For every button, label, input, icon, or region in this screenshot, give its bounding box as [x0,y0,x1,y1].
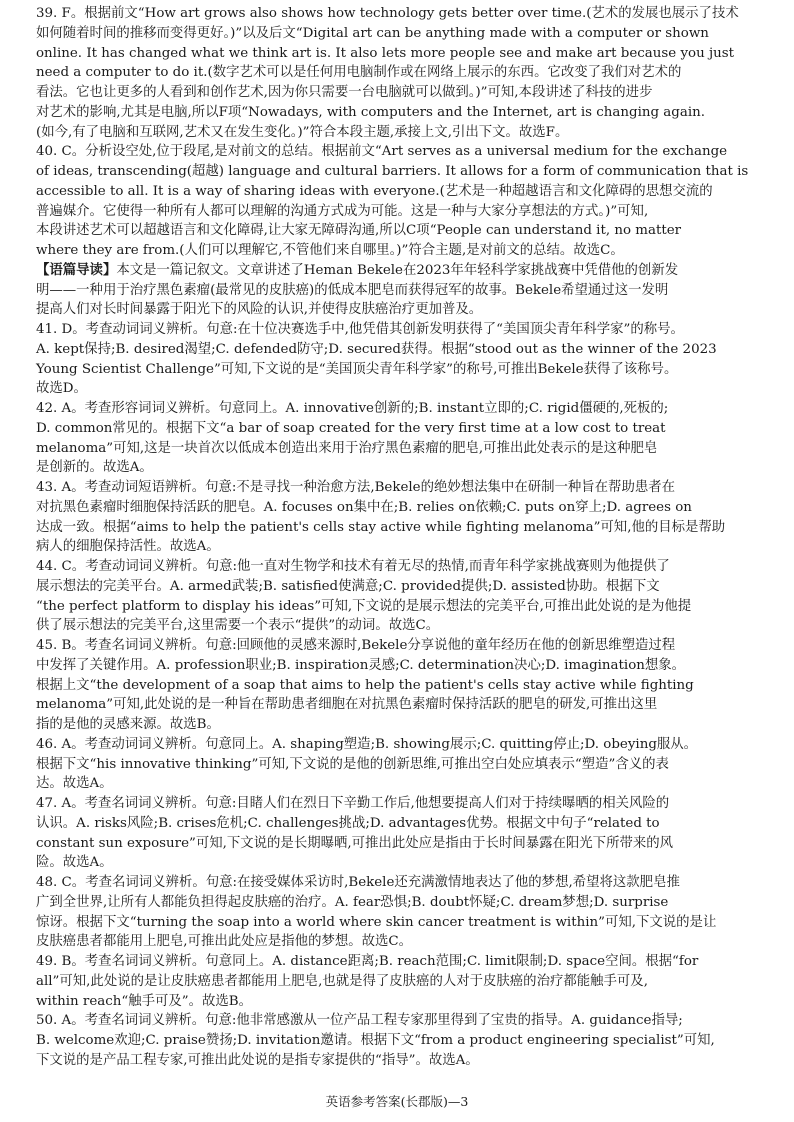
text-line: 50. A。考查名词词义辨析。句意:他非常感激从一位产品工程专家那里得到了宝贵的指导。A. guidance指导; [36,1013,683,1029]
text-line: 达。故选A。 [36,776,113,792]
answer-explanations [36,4,774,1071]
answer-paragraph [36,794,774,873]
text-line: of ideas, transcending(超越) language and cultural barriers. It allows for a form of communication that is [36,164,749,179]
answer-paragraph [36,399,774,478]
text-line: 普遍媒介。它使得一种所有人都可以理解的沟通方式成为可能。这是一种与大家分享想法的方式。)”可知, [36,203,649,219]
text-line: 如何随着时间的推移而变得更好。)”以及后文“Digital art can be anything made with a computer or shown [36,25,709,41]
text-line: constant sun exposure”可知,下文说的是长期曝晒,可推出此处应是指由于长时间暴露在阳光下所带来的风 [36,835,674,851]
answer-paragraph [36,735,774,794]
text-line: 展示想法的完美平台。A. armed武装;B. satisfied使满意;C. provided提供;D. assisted协助。根据下文 [36,578,660,594]
text-line: 49. B。考查名词词义辨析。句意同上。A. distance距离;B. reach范围;C. limit限制;D. space空间。根据“for [36,954,699,969]
answer-paragraph [36,952,774,1011]
text-line: D. common常见的。根据下文“a bar of soap created for the very first time at a low cost to treat [36,420,666,436]
text-line: Young Scientist Challenge”可知,下文说的是“美国顶尖青年科学家”的称号,可推出Bekele获得了该称号。 [36,361,678,377]
text-line: 惊讶。根据下文“turning the soap into a world where skin cancer treatment is within”可知,下文说的是让 [36,914,717,930]
text-line: 40. C。分析设空处,位于段尾,是对前文的总结。根据前文“Art serves as a universal medium for the exchange [36,144,728,160]
text-line: where they are from.(人们可以理解它,不管他们来自哪里。)”符合主题,是对前文的总结。故选C。 [36,243,624,258]
answer-paragraph [36,1011,774,1070]
text-line: 46. A。考查动词词义辨析。句意同上。A. shaping塑造;B. showing展示;C. quitting停止;D. obeying服从。 [36,736,698,752]
text-line: accessible to all. It is a way of sharing ideas with everyone.(艺术是一种超越语言和文化障碍的思想交流的 [36,183,713,199]
text-line: need a computer to do it.(数字艺术可以是任何用电脑制作或在网络上展示的东西。它改变了我们对艺术的 [36,65,682,81]
text-line: 指的是他的灵感来源。故选B。 [36,717,220,732]
text-line: within reach“触手可及”。故选B。 [36,993,253,1009]
text-line: 明——一种用于治疗黑色素瘤(最常见的皮肤癌)的低成本肥皂而获得冠军的故事。Bekele希望通过这一发明 [36,282,669,298]
text-line: 看法。它也让更多的人看到和创作艺术,因为你只需要一台电脑就可以做到。)”可知,本段讲述了科技的进步 [36,85,653,100]
text-line: online. It has changed what we think art is. It also lets more people see and make art because you just [36,45,734,61]
text-line: 42. A。考查形容词词义辨析。句意同上。A. innovative创新的;B. instant立即的;C. rigid僵硬的,死板的; [36,401,669,416]
answer-paragraph [36,636,774,735]
reading-guide-label: 【语篇导读】 [36,261,117,278]
text-line: 本段讲述艺术可以超越语言和文化障碍,让大家无障碍沟通,所以C项“People can understand it, no matter [36,223,682,239]
answer-paragraph [36,142,774,261]
text-line: 提高人们对长时间暴露于阳光下的风险的认识,并使得皮肤癌治疗更加普及。 [36,302,483,318]
page-footer: 英语参考答案(长郡版)—3 [325,1094,469,1109]
text-line: 故选D。 [36,381,87,397]
text-line: 病人的细胞保持活性。故选A。 [36,539,220,555]
answer-paragraph [36,557,774,636]
answer-paragraph [36,320,774,399]
text-line: A. kept保持;B. desired渴望;C. defended防守;D. secured获得。根据“stood out as the winner of the 2023 [36,341,717,357]
text-line: 根据下文“his innovative thinking”可知,下文说的是他的创新思维,可推出空白处应填表示“塑造”含义的表 [36,756,669,772]
text-line: 根据上文“the development of a soap that aims to help the patient's cells stay active while fighting [36,677,694,693]
text-line: 下文说的是产品工程专家,可推出此处说的是指专家提供的“指导”。故选A。 [36,1052,479,1068]
text-line: 45. B。考查名词词义辨析。句意:回顾他的灵感来源时,Bekele分享说他的童年经历在他的创新思维塑造过程 [36,638,676,653]
text-line: 41. D。考查动词词义辨析。句意:在十位决赛选手中,他凭借其创新发明获得了“美国顶尖青年科学家”的称号。 [36,322,684,337]
text-line: melanoma”可知,此处说的是一种旨在帮助患者细胞在对抗黑色素瘤时保持活跃的肥皂的研发,可推出这里 [36,697,658,713]
text-line: 47. A。考查名词词义辨析。句意:目睹人们在烈日下辛勤工作后,他想要提高人们对于持续曝晒的相关风险的 [36,796,670,811]
text-line: 供了展示想法的完美平台,这里需要一个表示“提供”的动词。故选C。 [36,618,440,634]
text-line: 43. A。考查动词短语辨析。句意:不是寻找一种治愈方法,Bekele的绝妙想法集中在研制一种旨在帮助患者在 [36,480,676,495]
text-line: B. welcome欢迎;C. praise赞扬;D. invitation邀请。根据下文“from a product engineering specialist”可知, [36,1033,715,1048]
text-line: 对抗黑色素瘤时细胞保持活跃的肥皂。A. focuses on集中在;B. relies on依赖;C. puts on穿上;D. agrees on [36,499,692,515]
text-line: all”可知,此处说的是让皮肤癌患者都能用上肥皂,也就是得了皮肤癌的人对于皮肤癌的治疗都能触手可及, [36,973,648,989]
text-line: 认识。A. risks风险;B. crises危机;C. challenges挑战;D. advantages优势。根据文中句子“related to [36,815,660,831]
text-line: 广到全世界,让所有人都能负担得起皮肤癌的治疗。A. fear恐惧;B. doubt怀疑;C. dream梦想;D. surprise [36,894,669,910]
text-line: melanoma”可知,这是一块首次以低成本创造出来用于治疗黑色素瘤的肥皂,可推出此处表示的是这种肥皂 [36,440,658,456]
answer-paragraph [36,4,774,142]
text-line: 【语篇导读】本文是一篇记叙文。文章讲述了Heman Bekele在2023年年轻科学家挑战赛中凭借他的创新发 [36,261,679,278]
text-line: 皮肤癌患者都能用上肥皂,可推出此处应是指他的梦想。故选C。 [36,934,413,950]
text-line: 中发挥了关键作用。A. profession职业;B. inspiration灵感;C. determination决心;D. imagination想象。 [36,657,686,673]
text-line: 险。故选A。 [36,855,113,871]
text-line: 是创新的。故选A。 [36,460,153,476]
text-line: 39. F。根据前文“How art grows also shows how technology gets better over time.(艺术的发展也展示了技术 [36,6,739,21]
text-line: “the perfect platform to display his ideas”可知,下文说的是展示想法的完美平台,可推出此处说的是为他提 [36,598,692,614]
reading-guide-paragraph [36,261,774,320]
text-line: 达成一致。根据“aims to help the patient's cells stay active while fighting melanoma”可知,他的目标是帮助 [36,519,726,535]
text-line: 48. C。考查名词词义辨析。句意:在接受媒体采访时,Bekele还充满激情地表达了他的梦想,希望将这款肥皂推 [36,875,680,890]
text-line: 对艺术的影响,尤其是电脑,所以F项“Nowadays, with computers and the Internet, art is changing again. [36,104,706,120]
answer-paragraph [36,873,774,952]
text-line: (如今,有了电脑和互联网,艺术又在发生变化。)”符合本段主题,承接上文,引出下文。故选F。 [36,124,569,140]
text-line: 44. C。考查动词词义辨析。句意:他一直对生物学和技术有着无尽的热情,而青年科学家挑战赛则为他提供了 [36,559,670,574]
answer-paragraph [36,478,774,557]
